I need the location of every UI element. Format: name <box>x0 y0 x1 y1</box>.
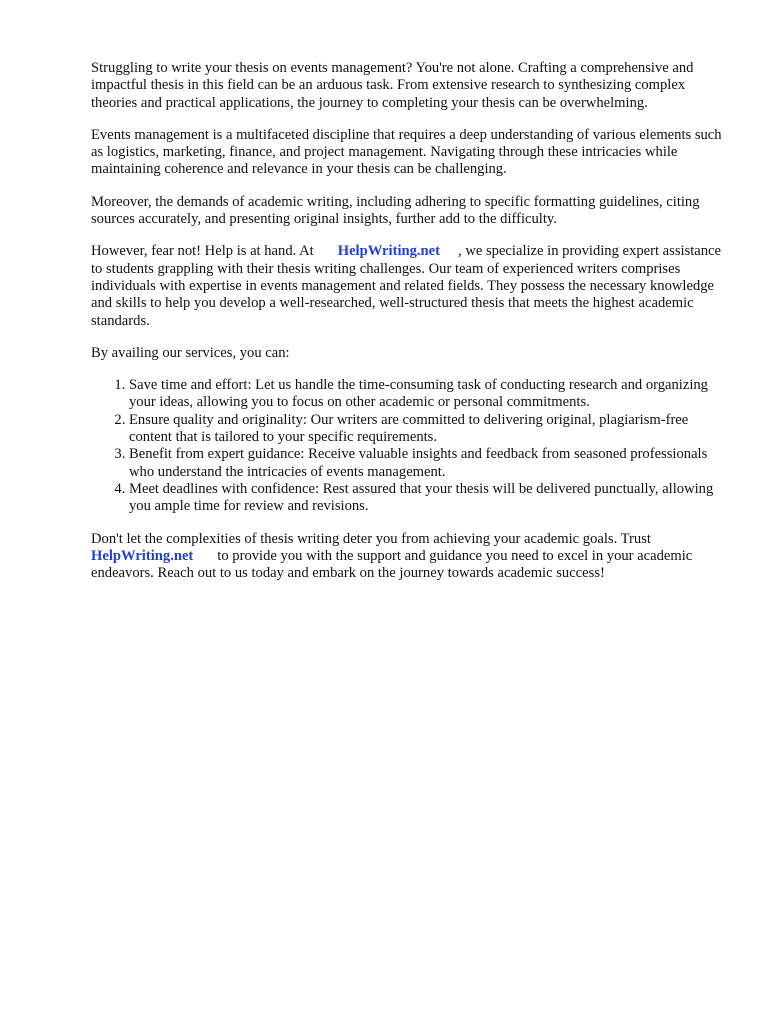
help-paragraph-rest: , we specialize in providing expert assistance to students grappling with their thesis writing challenges. Our team of experienced writers comprises individuals with expertise in events management and related fields. They possess the necessary knowledge and skills to help you develop a well-researched, well-structured thesis that meets the highest academic standards. <box>91 243 722 329</box>
list-item: 1. Save time and effort: Let us handle the time-consuming task of conducting research and organizing your ideas, allowing you to focus on other academic or personal commitments. <box>129 377 726 412</box>
academic-writing-paragraph: Moreover, the demands of academic writing, including adhering to specific formatting guidelines, citing sources accurately, and presenting original insights, further add to the difficulty. <box>91 193 700 228</box>
document-body <box>91 60 726 597</box>
services-list <box>91 377 726 515</box>
services-intro: By availing our services, you can: <box>91 344 290 361</box>
helpwriting-link-closing[interactable]: HelpWriting.net <box>91 547 194 564</box>
help-paragraph-lead: However, fear not! Help is at hand. At <box>91 243 314 260</box>
intro-paragraph: Struggling to write your thesis on events management? You're not alone. Crafting a comprehensive and impactful thesis in this field can be an arduous task. From extensive research to synthesizing complex theories and practical applications, the journey to completing your thesis can be overwhelming. <box>91 60 694 111</box>
list-item: 4. Meet deadlines with confidence: Rest assured that your thesis will be delivered punctually, allowing you ample time for review and revisions. <box>129 481 726 516</box>
closing-paragraph <box>91 531 726 583</box>
helpwriting-link[interactable]: HelpWriting.net <box>337 243 441 260</box>
discipline-paragraph: Events management is a multifaceted discipline that requires a deep understanding of various elements such as logistics, marketing, finance, and project management. Navigating through these intricacies while maintaining coherence and relevance in your thesis can be challenging. <box>91 126 722 178</box>
help-paragraph <box>91 243 726 329</box>
list-item: 3. Benefit from expert guidance: Receive valuable insights and feedback from seasoned professionals who understand the intricacies of events management. <box>129 446 726 481</box>
closing-paragraph-rest: to provide you with the support and guidance you need to excel in your academic endeavors. Reach out to us today and embark on the journey towards academic success! <box>91 547 693 582</box>
closing-paragraph-lead: Don't let the complexities of thesis writing deter you from achieving your academic goals. Trust <box>91 530 651 547</box>
list-item: 2. Ensure quality and originality: Our writers are committed to delivering original, plagiarism-free content that is tailored to your specific requirements. <box>129 412 726 447</box>
